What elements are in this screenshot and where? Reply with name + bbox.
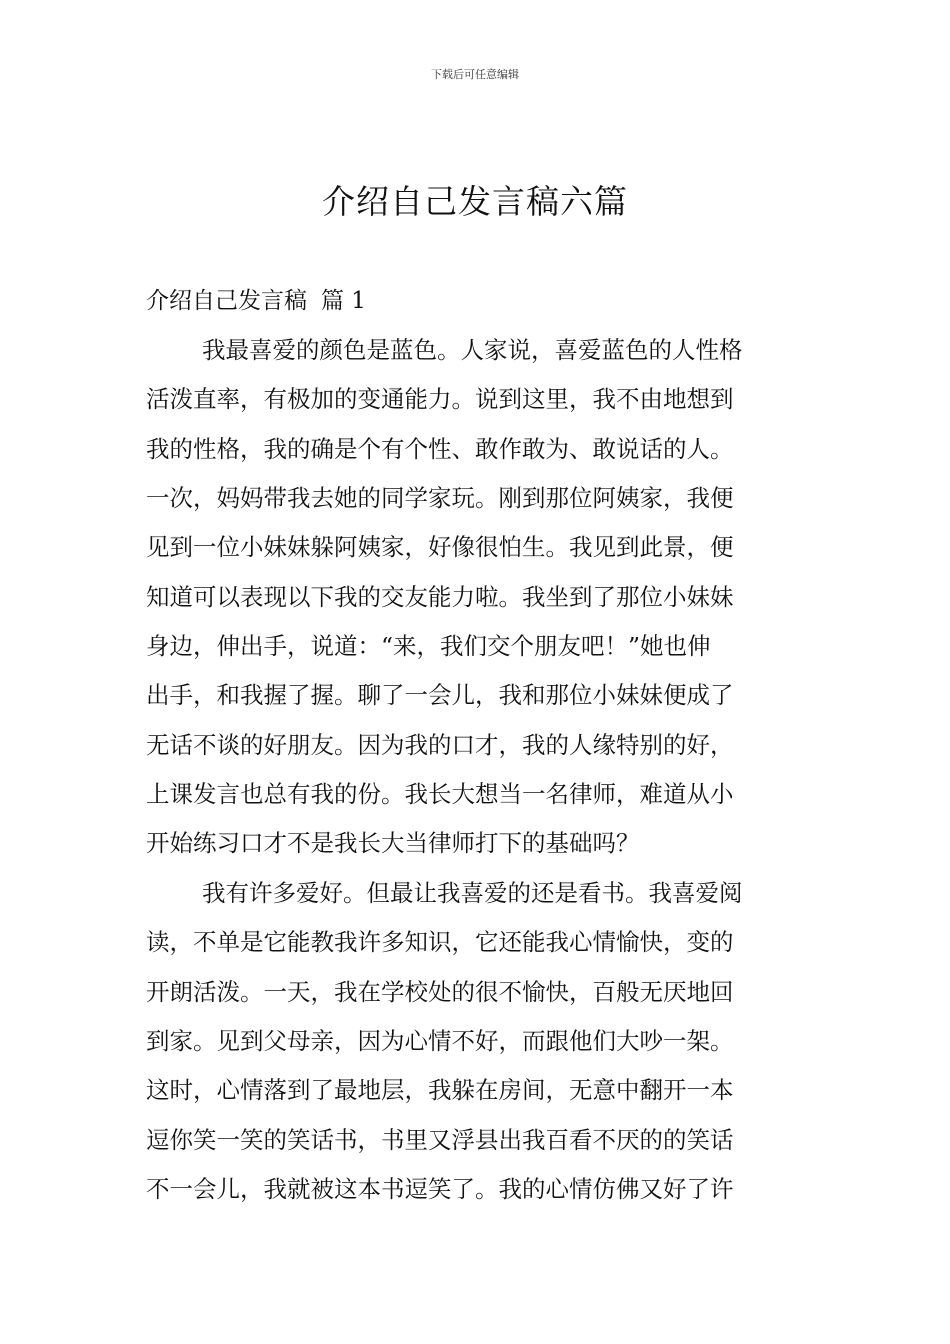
- paragraph-line: 知道可以表现以下我的交友能力啦。我坐到了那位小妹妹: [146, 582, 734, 611]
- paragraph-line: 这时，心情落到了最地层，我躲在房间，无意中翻开一本: [146, 1076, 734, 1105]
- paragraph-line: 上课发言也总有我的份。我长大想当一名律师，难道从小: [146, 780, 734, 809]
- paragraph-line: 读，不单是它能教我许多知识，它还能我心情愉快，变的: [146, 928, 734, 957]
- paragraph-line: 到家。见到父母亲，因为心情不好，而跟他们大吵一架。: [146, 1027, 734, 1056]
- paragraph-line: 我最喜爱的颜色是蓝色。人家说，喜爱蓝色的人性格: [202, 336, 743, 364]
- paragraph-line: 开朗活泼。一天，我在学校处的很不愉快，百般无厌地回: [146, 977, 734, 1006]
- paragraph-line: 无话不谈的好朋友。因为我的口才，我的人缘特别的好，: [146, 730, 734, 759]
- section-number: 篇 1: [321, 288, 366, 314]
- paragraph-1: [146, 326, 806, 869]
- paragraph-line: 身边，伸出手，说道：“来，我们交个朋友吧！”她也伸: [146, 632, 711, 661]
- paragraph-2: [146, 869, 806, 1214]
- section-heading: [146, 282, 366, 315]
- paragraph-line: 见到一位小妹妹躲阿姨家，好像很怕生。我见到此景，便: [146, 533, 734, 562]
- paragraph-line: 逗你笑一笑的笑话书，书里又浮县出我百看不厌的的笑话: [146, 1125, 734, 1154]
- document-title: 介绍自己发言稿六篇: [322, 182, 628, 221]
- paragraph-line: 我的性格，我的确是个有个性、敢作敢为、敢说话的人。: [146, 434, 734, 463]
- paragraph-line: 活泼直率，有极加的变通能力。说到这里，我不由地想到: [146, 385, 734, 414]
- paragraph-line: 一次，妈妈带我去她的同学家玩。刚到那位阿姨家，我便: [146, 484, 734, 513]
- section-heading-text: 介绍自己发言稿: [146, 288, 307, 314]
- paragraph-line: 开始练习口才不是我长大当律师打下的基础吗？: [146, 829, 640, 858]
- paragraph-line: 出手，和我握了握。聊了一会儿，我和那位小妹妹便成了: [146, 681, 734, 710]
- paragraph-line: 不一会儿，我就被这本书逗笑了。我的心情仿佛又好了许: [146, 1175, 734, 1204]
- page-header-note: 下载后可任意编辑: [431, 68, 519, 81]
- paragraph-line: 我有许多爱好。但最让我喜爱的还是看书。我喜爱阅: [202, 879, 743, 907]
